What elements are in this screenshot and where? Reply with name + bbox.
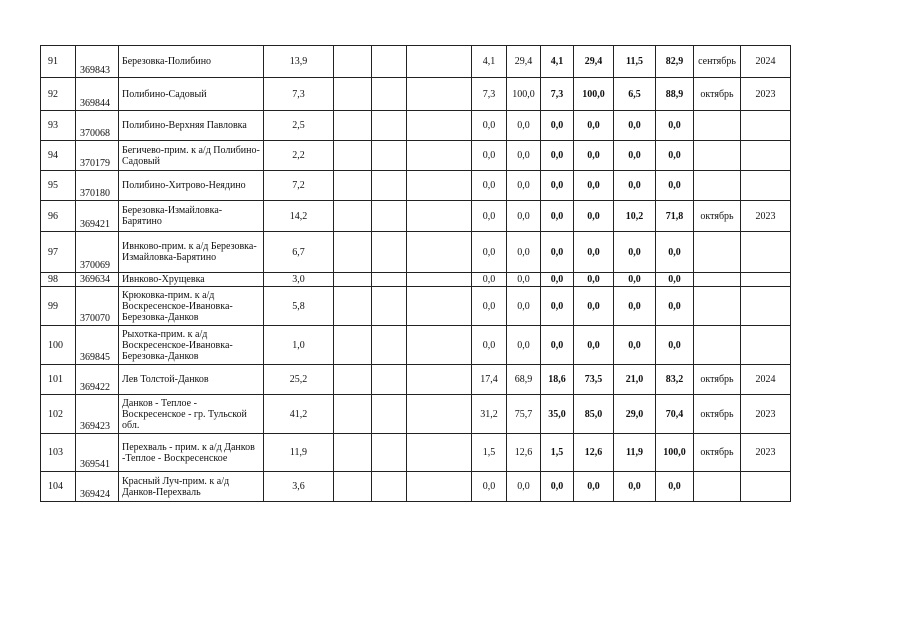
table-row: [41, 171, 791, 201]
value-2: 12,6: [507, 434, 541, 472]
value-6: 0,0: [656, 273, 694, 287]
road-code: 370069: [76, 232, 119, 273]
table-row: [41, 472, 791, 502]
road-code: 370179: [76, 141, 119, 171]
empty-cell: [407, 434, 472, 472]
repair-year: 2023: [741, 78, 791, 111]
value-5: 0,0: [614, 232, 656, 273]
value-1: 0,0: [472, 326, 507, 365]
road-code: 369845: [76, 326, 119, 365]
value-6: 0,0: [656, 171, 694, 201]
empty-cell: [407, 365, 472, 395]
value-4: 0,0: [574, 171, 614, 201]
value-3: 0,0: [541, 141, 574, 171]
value-2: 0,0: [507, 273, 541, 287]
repair-month: [694, 326, 741, 365]
repair-month: [694, 287, 741, 326]
empty-cell: [334, 78, 372, 111]
road-code: 369634: [76, 273, 119, 287]
road-name: Березовка-Измайловка-Барятино: [119, 201, 264, 232]
empty-cell: [407, 273, 472, 287]
empty-cell: [372, 472, 407, 502]
value-4: 73,5: [574, 365, 614, 395]
repair-month: октябрь: [694, 78, 741, 111]
value-5: 11,9: [614, 434, 656, 472]
road-length: 2,2: [264, 141, 334, 171]
value-1: 7,3: [472, 78, 507, 111]
table-row: [41, 141, 791, 171]
value-2: 29,4: [507, 46, 541, 78]
empty-cell: [334, 434, 372, 472]
value-4: 0,0: [574, 273, 614, 287]
value-3: 0,0: [541, 287, 574, 326]
repair-year: [741, 472, 791, 502]
value-4: 12,6: [574, 434, 614, 472]
repair-month: [694, 232, 741, 273]
value-5: 0,0: [614, 111, 656, 141]
value-6: 0,0: [656, 472, 694, 502]
empty-cell: [372, 287, 407, 326]
row-number: 96: [41, 201, 76, 232]
row-number: 101: [41, 365, 76, 395]
road-table: [40, 45, 791, 502]
road-length: 5,8: [264, 287, 334, 326]
value-2: 0,0: [507, 141, 541, 171]
road-length: 1,0: [264, 326, 334, 365]
road-name: Данков - Теплое - Воскресенское - гр. Тульской обл.: [119, 395, 264, 434]
empty-cell: [407, 171, 472, 201]
table-row: [41, 78, 791, 111]
empty-cell: [372, 78, 407, 111]
empty-cell: [334, 287, 372, 326]
repair-month: сентябрь: [694, 46, 741, 78]
repair-month: октябрь: [694, 201, 741, 232]
value-6: 0,0: [656, 232, 694, 273]
value-6: 0,0: [656, 326, 694, 365]
value-6: 71,8: [656, 201, 694, 232]
value-1: 0,0: [472, 171, 507, 201]
value-2: 0,0: [507, 472, 541, 502]
value-2: 0,0: [507, 232, 541, 273]
value-1: 0,0: [472, 287, 507, 326]
empty-cell: [334, 365, 372, 395]
table-row: [41, 365, 791, 395]
value-4: 0,0: [574, 201, 614, 232]
road-name: Бегичево-прим. к а/д Полибино-Садовый: [119, 141, 264, 171]
empty-cell: [407, 201, 472, 232]
value-3: 0,0: [541, 232, 574, 273]
row-number: 100: [41, 326, 76, 365]
value-2: 68,9: [507, 365, 541, 395]
value-2: 0,0: [507, 171, 541, 201]
repair-year: 2024: [741, 46, 791, 78]
repair-month: октябрь: [694, 395, 741, 434]
value-1: 17,4: [472, 365, 507, 395]
road-length: 6,7: [264, 232, 334, 273]
road-name: Крюковка-прим. к а/д Воскресенское-Ивановка-Березовка-Данков: [119, 287, 264, 326]
repair-month: октябрь: [694, 434, 741, 472]
value-5: 0,0: [614, 273, 656, 287]
road-name: Полибино-Садовый: [119, 78, 264, 111]
value-4: 100,0: [574, 78, 614, 111]
road-length: 7,3: [264, 78, 334, 111]
row-number: 103: [41, 434, 76, 472]
value-5: 29,0: [614, 395, 656, 434]
value-5: 10,2: [614, 201, 656, 232]
road-code: 369423: [76, 395, 119, 434]
value-6: 0,0: [656, 287, 694, 326]
value-1: 0,0: [472, 232, 507, 273]
value-5: 0,0: [614, 472, 656, 502]
row-number: 92: [41, 78, 76, 111]
value-3: 7,3: [541, 78, 574, 111]
table-row: [41, 287, 791, 326]
value-1: 0,0: [472, 472, 507, 502]
repair-year: 2024: [741, 365, 791, 395]
value-2: 75,7: [507, 395, 541, 434]
empty-cell: [407, 141, 472, 171]
road-name: Полибино-Хитрово-Неядино: [119, 171, 264, 201]
road-code: 370068: [76, 111, 119, 141]
value-3: 4,1: [541, 46, 574, 78]
road-code: 370180: [76, 171, 119, 201]
empty-cell: [372, 141, 407, 171]
value-3: 0,0: [541, 111, 574, 141]
empty-cell: [334, 111, 372, 141]
empty-cell: [334, 472, 372, 502]
repair-year: 2023: [741, 201, 791, 232]
value-6: 0,0: [656, 141, 694, 171]
value-3: 0,0: [541, 273, 574, 287]
empty-cell: [407, 472, 472, 502]
row-number: 98: [41, 273, 76, 287]
value-1: 0,0: [472, 273, 507, 287]
empty-cell: [334, 201, 372, 232]
value-4: 0,0: [574, 232, 614, 273]
road-length: 3,6: [264, 472, 334, 502]
road-length: 7,2: [264, 171, 334, 201]
road-name: Красный Луч-прим. к а/д Данков-Перехваль: [119, 472, 264, 502]
empty-cell: [334, 395, 372, 434]
repair-month: октябрь: [694, 365, 741, 395]
repair-year: 2023: [741, 434, 791, 472]
value-3: 0,0: [541, 171, 574, 201]
repair-month: [694, 472, 741, 502]
value-1: 4,1: [472, 46, 507, 78]
empty-cell: [334, 326, 372, 365]
row-number: 102: [41, 395, 76, 434]
row-number: 99: [41, 287, 76, 326]
value-3: 0,0: [541, 201, 574, 232]
row-number: 91: [41, 46, 76, 78]
value-3: 1,5: [541, 434, 574, 472]
repair-year: [741, 141, 791, 171]
empty-cell: [407, 287, 472, 326]
empty-cell: [372, 395, 407, 434]
road-name: Ивнково-прим. к а/д Березовка-Измайловка-Барятино: [119, 232, 264, 273]
repair-year: [741, 171, 791, 201]
empty-cell: [407, 395, 472, 434]
value-1: 31,2: [472, 395, 507, 434]
empty-cell: [372, 171, 407, 201]
empty-cell: [407, 111, 472, 141]
table-body: [41, 46, 791, 502]
repair-month: [694, 111, 741, 141]
value-5: 0,0: [614, 141, 656, 171]
value-2: 100,0: [507, 78, 541, 111]
empty-cell: [372, 232, 407, 273]
empty-cell: [372, 326, 407, 365]
value-5: 0,0: [614, 171, 656, 201]
repair-year: [741, 273, 791, 287]
table-row: [41, 395, 791, 434]
repair-year: [741, 232, 791, 273]
road-name: Полибино-Верхняя Павловка: [119, 111, 264, 141]
value-4: 0,0: [574, 287, 614, 326]
repair-year: 2023: [741, 395, 791, 434]
value-1: 1,5: [472, 434, 507, 472]
value-6: 0,0: [656, 111, 694, 141]
road-length: 14,2: [264, 201, 334, 232]
row-number: 94: [41, 141, 76, 171]
value-4: 85,0: [574, 395, 614, 434]
value-2: 0,0: [507, 287, 541, 326]
road-code: 369541: [76, 434, 119, 472]
empty-cell: [334, 273, 372, 287]
empty-cell: [372, 434, 407, 472]
repair-year: [741, 287, 791, 326]
road-code: 369422: [76, 365, 119, 395]
road-name: Перехваль - прим. к а/д Данков -Теплое - Воскресенское: [119, 434, 264, 472]
road-code: 369843: [76, 46, 119, 78]
row-number: 95: [41, 171, 76, 201]
row-number: 104: [41, 472, 76, 502]
repair-year: [741, 326, 791, 365]
empty-cell: [372, 273, 407, 287]
road-name: Березовка-Полибино: [119, 46, 264, 78]
value-4: 0,0: [574, 141, 614, 171]
road-length: 3,0: [264, 273, 334, 287]
table-row: [41, 111, 791, 141]
empty-cell: [334, 46, 372, 78]
road-name: Рыхотка-прим. к а/д Воскресенское-Ивановка-Березовка-Данков: [119, 326, 264, 365]
value-5: 21,0: [614, 365, 656, 395]
value-2: 0,0: [507, 201, 541, 232]
table-row: [41, 273, 791, 287]
value-3: 18,6: [541, 365, 574, 395]
road-code: 369421: [76, 201, 119, 232]
value-4: 0,0: [574, 472, 614, 502]
empty-cell: [407, 78, 472, 111]
empty-cell: [334, 141, 372, 171]
value-4: 0,0: [574, 326, 614, 365]
empty-cell: [407, 232, 472, 273]
empty-cell: [407, 326, 472, 365]
table-row: [41, 46, 791, 78]
value-6: 82,9: [656, 46, 694, 78]
road-code: 369844: [76, 78, 119, 111]
empty-cell: [372, 365, 407, 395]
value-2: 0,0: [507, 326, 541, 365]
empty-cell: [334, 232, 372, 273]
value-6: 88,9: [656, 78, 694, 111]
repair-month: [694, 273, 741, 287]
road-length: 11,9: [264, 434, 334, 472]
empty-cell: [372, 46, 407, 78]
value-6: 70,4: [656, 395, 694, 434]
empty-cell: [407, 46, 472, 78]
value-3: 35,0: [541, 395, 574, 434]
row-number: 93: [41, 111, 76, 141]
repair-month: [694, 141, 741, 171]
value-3: 0,0: [541, 326, 574, 365]
road-name: Ивнково-Хрущевка: [119, 273, 264, 287]
value-2: 0,0: [507, 111, 541, 141]
value-4: 29,4: [574, 46, 614, 78]
repair-month: [694, 171, 741, 201]
repair-year: [741, 111, 791, 141]
empty-cell: [334, 171, 372, 201]
row-number: 97: [41, 232, 76, 273]
road-name: Лев Толстой-Данков: [119, 365, 264, 395]
road-code: 370070: [76, 287, 119, 326]
road-length: 13,9: [264, 46, 334, 78]
value-3: 0,0: [541, 472, 574, 502]
road-code: 369424: [76, 472, 119, 502]
road-length: 41,2: [264, 395, 334, 434]
empty-cell: [372, 111, 407, 141]
road-length: 2,5: [264, 111, 334, 141]
value-5: 0,0: [614, 287, 656, 326]
table-row: [41, 326, 791, 365]
value-5: 0,0: [614, 326, 656, 365]
value-6: 83,2: [656, 365, 694, 395]
table-row: [41, 232, 791, 273]
value-1: 0,0: [472, 201, 507, 232]
value-1: 0,0: [472, 141, 507, 171]
empty-cell: [372, 201, 407, 232]
table-row: [41, 201, 791, 232]
road-length: 25,2: [264, 365, 334, 395]
value-4: 0,0: [574, 111, 614, 141]
value-5: 6,5: [614, 78, 656, 111]
value-6: 100,0: [656, 434, 694, 472]
value-5: 11,5: [614, 46, 656, 78]
table-row: [41, 434, 791, 472]
value-1: 0,0: [472, 111, 507, 141]
